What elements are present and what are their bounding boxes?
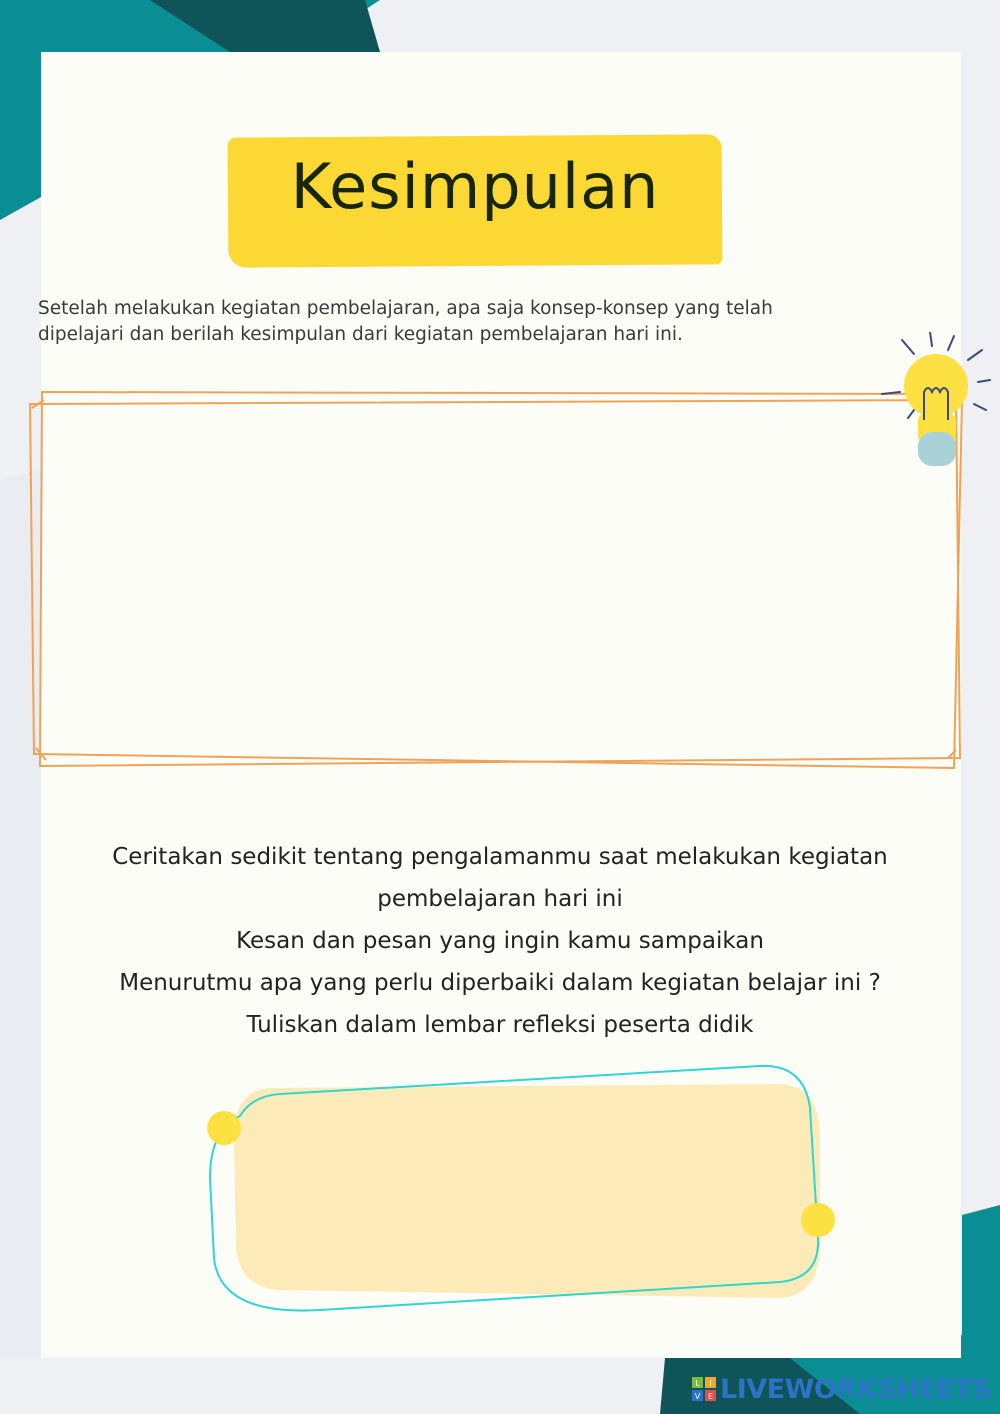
liveworksheets-brand bbox=[692, 1374, 991, 1404]
liveworksheets-logo-icon bbox=[692, 1377, 716, 1401]
intro-text bbox=[38, 296, 918, 348]
conclusion-answer-box[interactable] bbox=[26, 388, 966, 772]
dot-bottom-right bbox=[801, 1203, 835, 1237]
reflection-line-3: Kesan dan pesan yang ingin kamu sampaikan bbox=[236, 928, 764, 954]
lightbulb-icon bbox=[878, 332, 996, 474]
reflection-line-5: Tuliskan dalam lembar refleksi peserta didik bbox=[246, 1012, 754, 1038]
reflection-line-4: Menurutmu apa yang perlu diperbaiki dalam kegiatan belajar ini ? bbox=[119, 970, 881, 996]
logo-letter-l: L bbox=[695, 1379, 700, 1388]
answer-blob bbox=[234, 1084, 820, 1298]
reflection-line-2: pembelajaran hari ini bbox=[377, 886, 623, 912]
frame-inner-line bbox=[30, 400, 962, 768]
reflection-prompt bbox=[50, 836, 950, 1046]
frame-outer-line bbox=[40, 392, 960, 766]
frame-corner-marks bbox=[32, 400, 956, 760]
logo-letter-e: E bbox=[707, 1392, 714, 1401]
logo-letter-i: I bbox=[709, 1379, 712, 1388]
intro-line-1: Setelah melakukan kegiatan pembelajaran, apa saja konsep-konsep yang telah bbox=[38, 298, 773, 319]
brand-text: LIVEWORKSHEETS bbox=[720, 1373, 991, 1405]
page-title: Kesimpulan bbox=[290, 150, 660, 223]
dot-top-left bbox=[207, 1111, 241, 1145]
intro-line-2: dipelajari dan berilah kesimpulan dari kegiatan pembelajaran hari ini. bbox=[38, 324, 683, 345]
logo-letter-v: V bbox=[694, 1392, 701, 1401]
reflection-answer-box[interactable] bbox=[200, 1058, 840, 1320]
reflection-line-1: Ceritakan sedikit tentang pengalamanmu saat melakukan kegiatan bbox=[112, 844, 888, 870]
